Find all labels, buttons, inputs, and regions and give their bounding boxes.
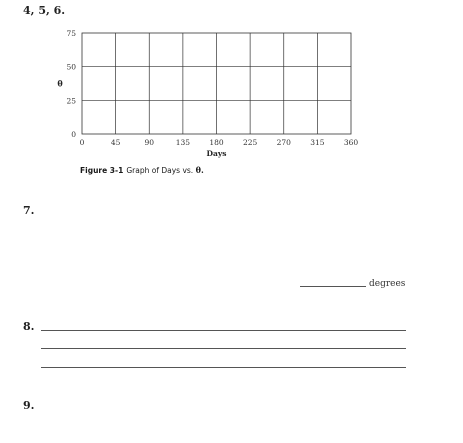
y-tick-label: 75 [66,29,76,38]
x-tick-label: 135 [175,138,191,147]
y-tick-label: 25 [66,96,76,106]
x-tick-label: 270 [276,138,291,147]
x-tick-label: 45 [110,138,121,147]
x-tick-label: 0 [79,138,85,147]
degrees-answer-line[interactable] [300,286,366,287]
caption-period: . [200,165,204,175]
x-tick-label: 225 [242,138,258,147]
x-tick-label: 315 [310,138,325,147]
caption-theta-symbol: θ [195,165,201,175]
x-tick-label: 360 [343,138,359,147]
plot-area [57,29,358,158]
x-tick-label: 180 [209,138,224,147]
x-tick-label: 90 [144,138,155,147]
question-number-9: 9. [23,399,35,412]
q8-answer-line-1[interactable] [41,330,406,331]
figure-label: Figure 3-1 [80,166,124,175]
x-axis-label: Days [206,149,227,158]
days-vs-theta-chart [0,0,463,170]
q8-answer-line-2[interactable] [41,348,406,349]
question-number-7: 7. [23,204,35,217]
caption-text: Graph of Days vs. [126,166,194,175]
y-tick-label: 0 [71,130,76,139]
question-number-8: 8. [23,320,35,333]
degrees-unit-label: degrees [369,279,406,289]
y-tick-label: 50 [66,62,76,72]
figure-caption [80,165,204,175]
question-number-4-5-6: 4, 5, 6. [23,4,66,17]
q8-answer-line-3[interactable] [41,367,406,368]
y-axis-label: θ [57,78,63,89]
